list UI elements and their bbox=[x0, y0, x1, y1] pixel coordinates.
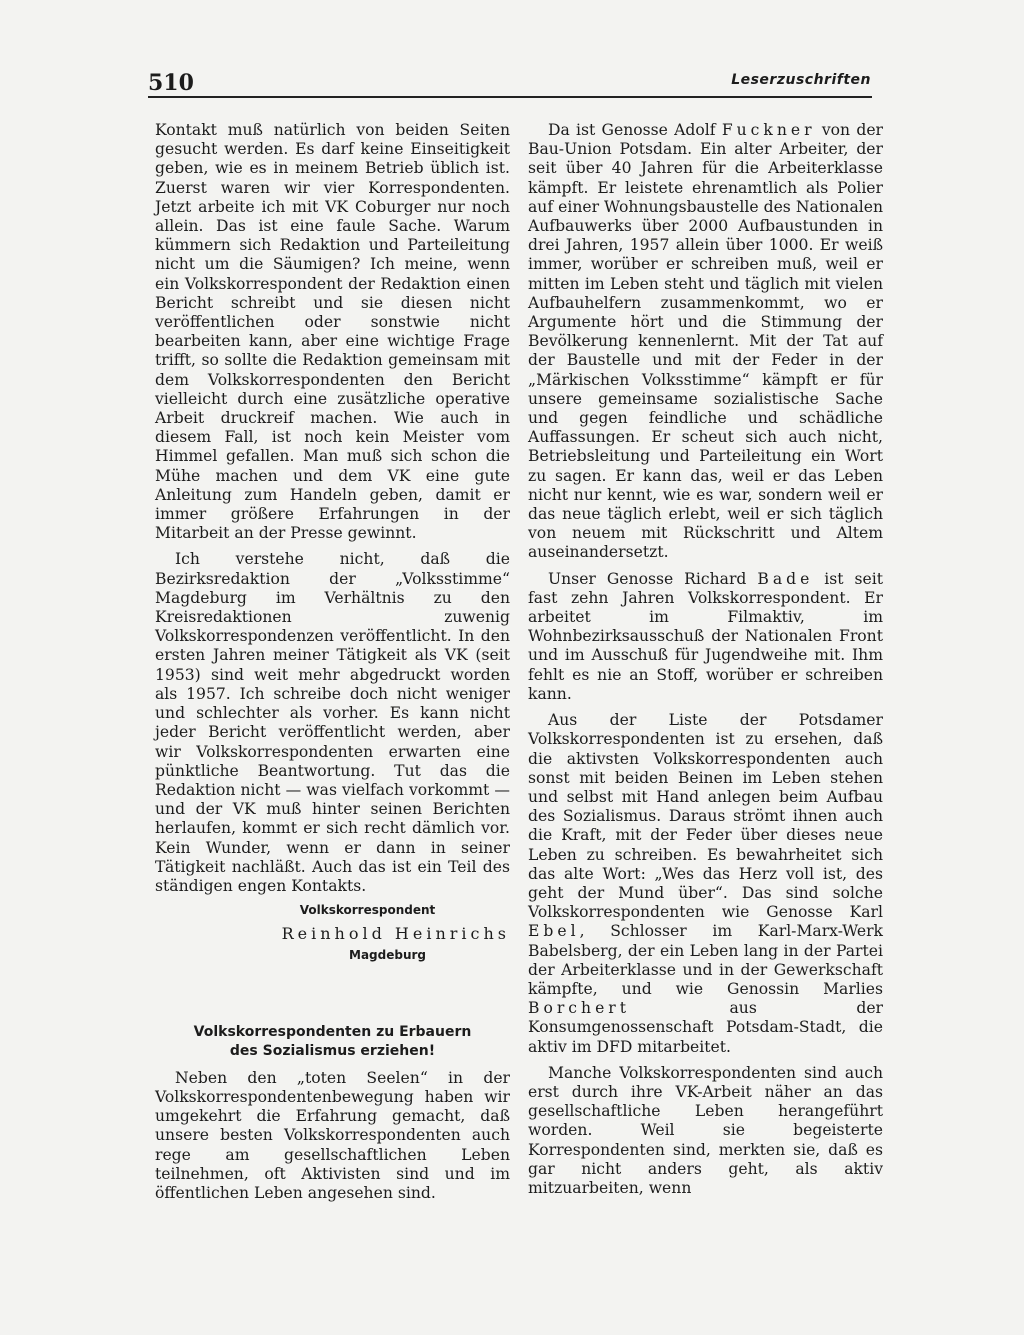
text-run: ist seit fast zehn Jahren Volkskorrespondent. Er arbeitet im Filmaktiv, im Wohnbezirksausschuß der Nationalen Front und im Ausschuß für Jugendweihe mit. Ihm fehlt es nie an Stoff, worüber er schreiben kann. bbox=[528, 569, 884, 703]
page-number: 510 bbox=[148, 70, 194, 96]
signature-name: Reinhold Heinrichs bbox=[281, 924, 510, 944]
right-column bbox=[528, 121, 883, 1205]
person-name: Bade bbox=[757, 569, 814, 588]
paragraph: Kontakt muß natürlich von beiden Seiten gesucht werden. Es darf keine Einseitigkeit geben, wie es in meinem Betrieb üblich ist. Zuerst waren wir vier Korrespondenten. Jetzt arbeite ich mit VK Coburger nur noch allein. Das ist eine faule Sache. Warum kümmern sich Redaktion und Parteileitung nicht um die Säumigen? Ich meine, wenn ein Volkskorrespondent der Redaktion einen Bericht schreibt und sie diesen nicht veröffentlichen oder sonstwie nicht bearbeiten kann, aber eine wichtige Frage trifft, so sollte die Redaktion gemeinsam mit dem Volkskorrespondenten den Bericht vielleicht durch eine zusätzliche operative Arbeit druckreif machen. Wie auch in diesem Fall, ist noch kein Meister vom Himmel gefallen. Man muß sich schon die Mühe machen und dem VK eine gute Anleitung zum Handeln geben, damit er immer größere Erfahrungen in der Mitarbeit an der Presse gewinnt. bbox=[155, 121, 510, 543]
article-title-line: Volkskorrespondenten zu Erbauern bbox=[193, 1023, 472, 1040]
text-run: Aus der Liste der Potsdamer Volkskorrespondenten ist zu ersehen, daß die aktivsten Volkskorrespondenten auch sonst mit beiden Beinen im Leben stehen und selbst mit Hand anlegen beim Aufbau des Sozialismus. Daraus strömt ihnen auch die Kraft, mit der Feder über dieses neue Leben zu schreiben. Es bewahrheitet sich das alte Wort: „Wes das Herz voll ist, des geht der Mund über“. Das sind solche Volkskorrespondenten wie Genosse Karl bbox=[528, 711, 883, 922]
paragraph: Manche Volkskorrespondenten sind auch erst durch ihre VK-Arbeit näher an das gesellschaftliche Leben herangeführt worden. Weil sie begeisterte Korrespondenten sind, merkten sie, daß es gar nicht anders geht, als aktiv mitzuarbeiten, wenn bbox=[528, 1063, 883, 1197]
header-rule bbox=[148, 96, 872, 98]
paragraph: Neben den „toten Seelen“ in der Volkskorrespondentenbewegung haben wir umgekehrt die Erfahrung gemacht, daß unsere besten Volkskorrespondenten auch rege am gesellschaftlichen Leben teilnehmen, oft Aktivisten sind und im öffentlichen Leben angesehen sind. bbox=[155, 1068, 510, 1202]
text-run: von der Bau-Union Potsdam. Ein alter Arbeiter, der seit über 40 Jahren für die Arbeiterklasse kämpft. Er leistete ehrenamtlich als Polier auf einer Wohnungsbaustelle des Nationalen Aufbauwerks über 2000 Aufbaustunden in drei Jahren, 1957 allein über 1000. Er weiß immer, worüber er schreiben muß, weil er mitten im Leben steht und täglich mit vielen Aufbauhelfern zusammenkommt, wo er Argumente hört und die Stimmung der Bevölkerung kennenlernt. Mit der Tat auf der Baustelle und mit der Feder in der „Märkischen Volksstimme“ kämpft er für unsere gemeinsame sozialistische Sache und gegen feindliche und schädliche Auffassungen. Er scheut sich auch nicht, Betriebsleitung und Parteileitung ein Wort zu sagen. Er kann das, weil er das Leben nicht nur kennt, wie es war, sondern weil er das neue täglich erlebt, weil er sich täglich von neuem mit Rückschritt und Altem auseinandersetzt. bbox=[528, 121, 884, 562]
person-name: Borchert bbox=[528, 999, 631, 1018]
signature-place: Magdeburg bbox=[349, 947, 426, 962]
text-run: Da ist Genosse Adolf bbox=[548, 121, 722, 139]
paragraph bbox=[528, 570, 883, 704]
article-title bbox=[155, 1023, 510, 1061]
text-run: , Schlosser im Karl-Marx-Werk Babelsberg, der ein Leben lang in der Partei der Arbeiterklasse und in der Gewerkschaft kämpfte, und wie Genossin Marlies bbox=[528, 922, 883, 998]
left-column bbox=[155, 121, 510, 1210]
signature-role: Volkskorrespondent bbox=[299, 903, 436, 918]
paragraph bbox=[528, 711, 883, 1057]
paragraph: Ich verstehe nicht, daß die Bezirksredaktion der „Volksstimme“ Magdeburg im Verhältnis zu den Kreisredaktionen zuwenig Volkskorrespondenzen veröffentlicht. In den ersten Jahren meiner Tätigkeit als VK (seit 1953) sind weit mehr abgedruckt worden als 1957. Ich schreibe doch nicht weniger und schlechter als vorher. Es kann nicht jeder Bericht veröffentlicht werden, aber wir Volkskorrespondenten erwarten eine pünktliche Beantwortung. Tut das die Redaktion nicht — was vielfach vorkommt — und der VK muß hinter seinen Berichten herlaufen, kommt er sich recht dämlich vor. Kein Wunder, wenn er dann in seiner Tätigkeit nachläßt. Auch das ist ein Teil des ständigen engen Kontakts. bbox=[155, 550, 510, 895]
running-head: Leserzuschriften bbox=[731, 72, 871, 88]
text-run: aus der Konsumgenossenschaft Potsdam-Stadt, die aktiv im DFD mitarbeitet. bbox=[528, 999, 883, 1056]
person-name: Ebel bbox=[528, 922, 580, 941]
paragraph bbox=[528, 121, 883, 563]
article-title-line: des Sozialismus erziehen! bbox=[229, 1042, 436, 1059]
text-run: Unser Genosse Richard bbox=[548, 569, 758, 588]
person-name: Fuckner bbox=[721, 121, 816, 139]
